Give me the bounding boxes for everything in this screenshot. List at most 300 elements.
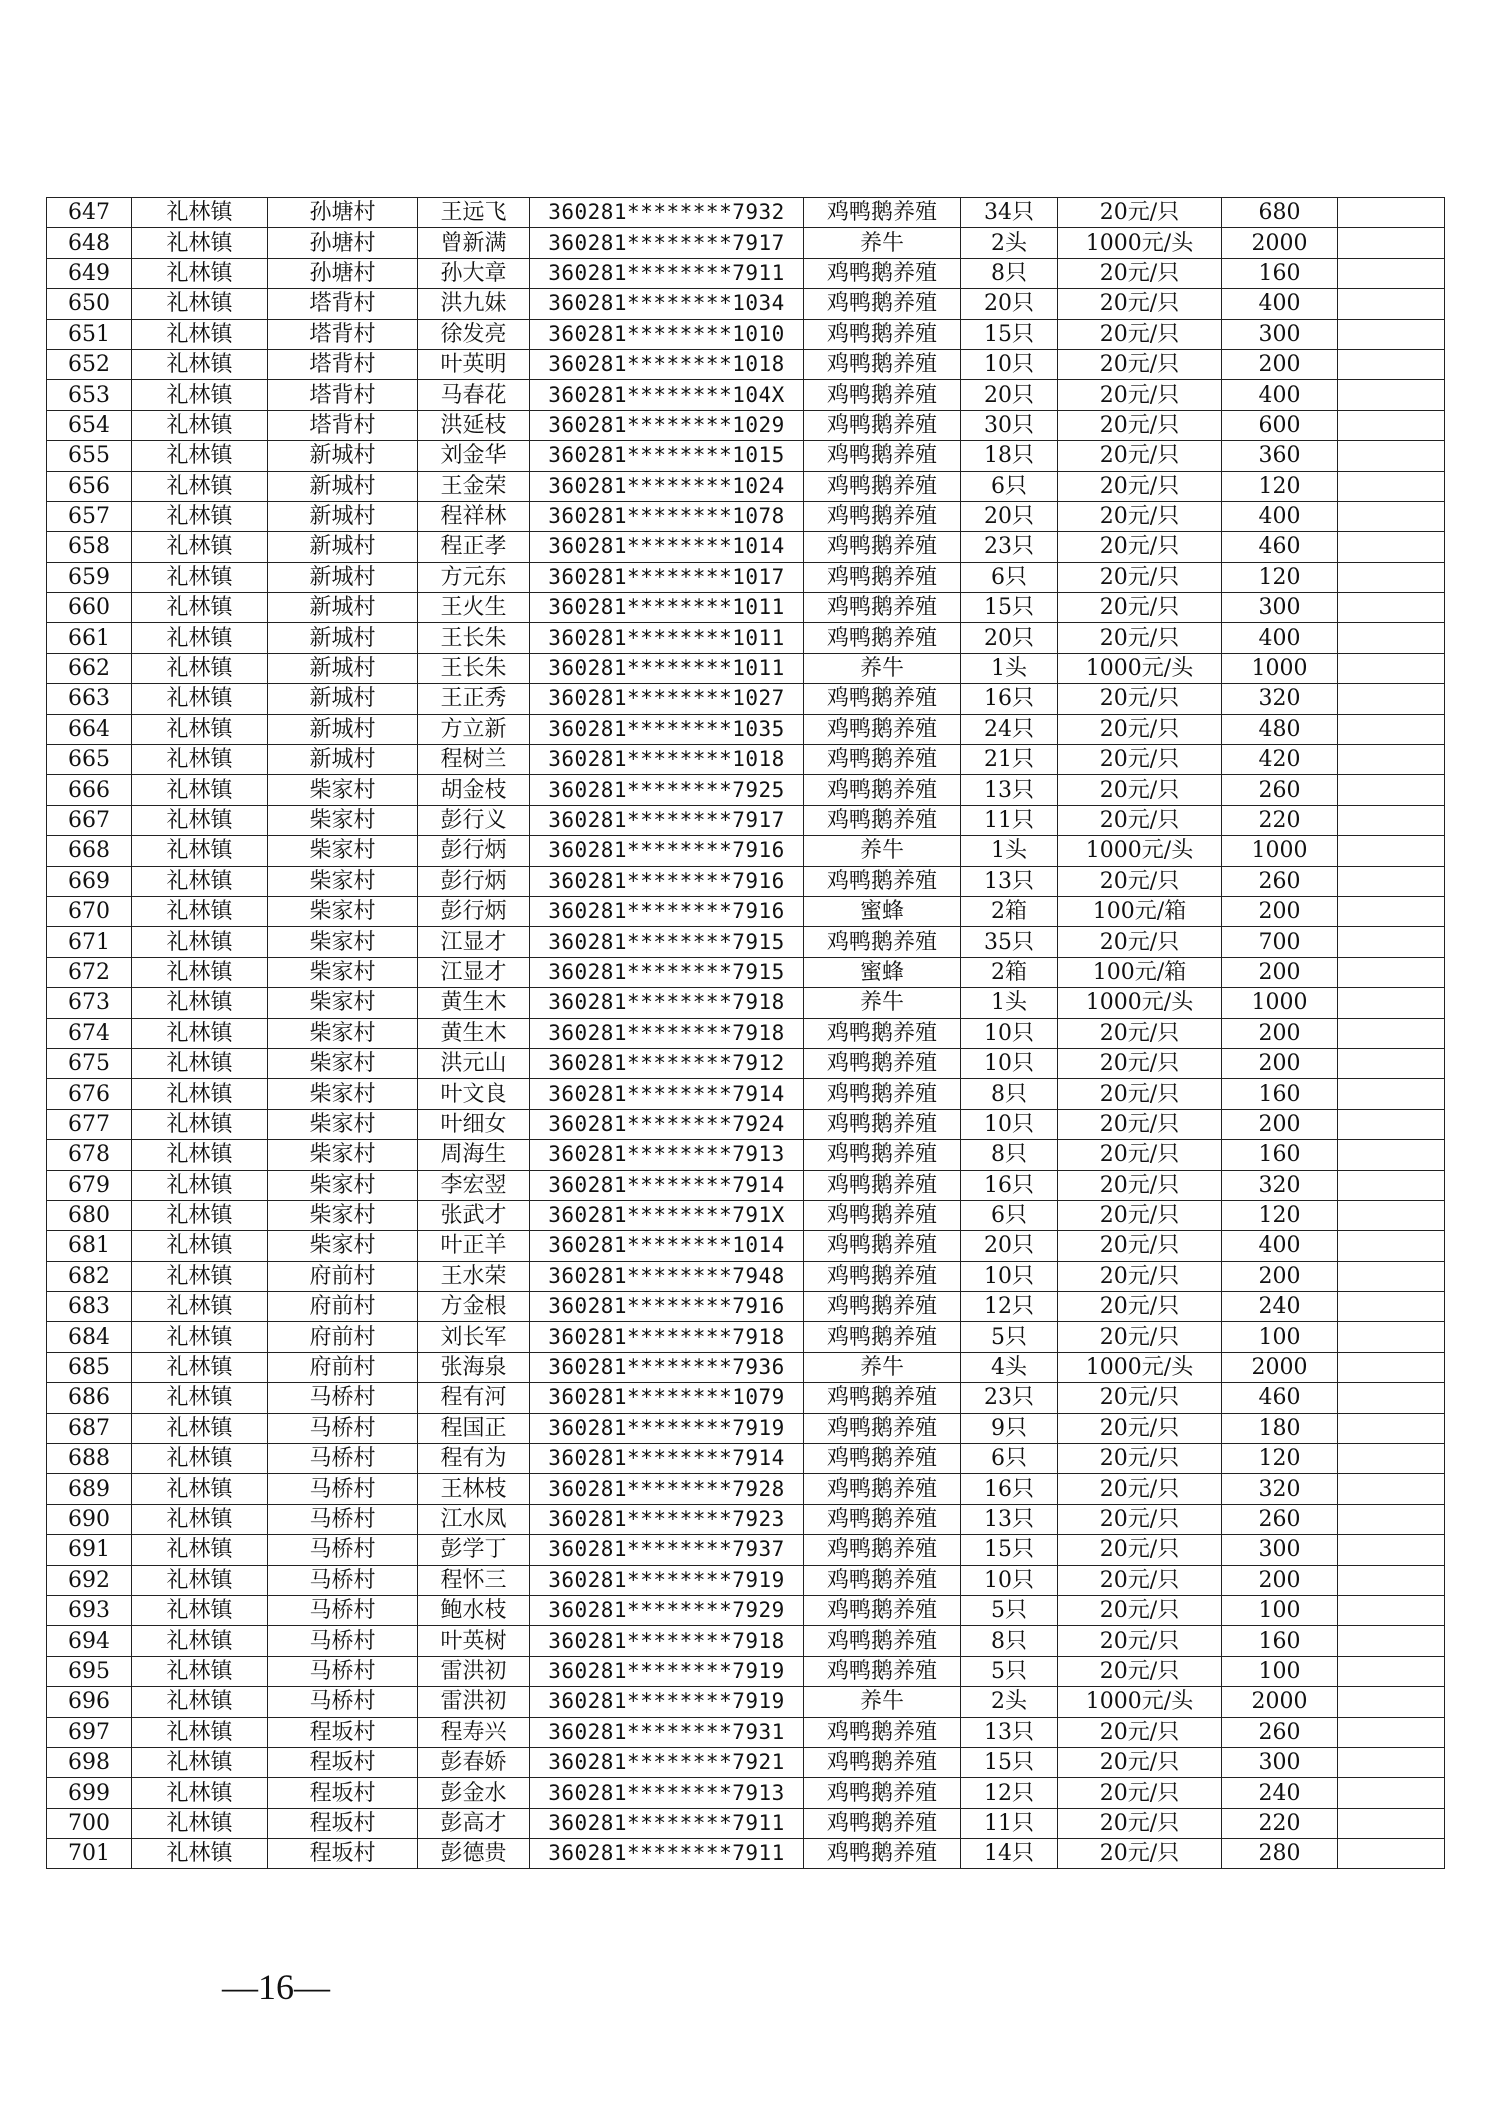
village-cell: 新城村	[268, 714, 418, 744]
unit-price-cell: 20元/只	[1058, 380, 1222, 410]
table-row	[47, 1352, 1445, 1382]
id-number-cell: 360281********7918	[530, 1626, 804, 1656]
quantity-cell: 1头	[961, 653, 1058, 683]
table-row	[47, 1292, 1445, 1322]
unit-price-cell: 20元/只	[1058, 1383, 1222, 1413]
unit-price-cell: 20元/只	[1058, 1747, 1222, 1777]
id-number-cell: 360281********7948	[530, 1261, 804, 1291]
village-cell: 新城村	[268, 745, 418, 775]
village-cell: 程坂村	[268, 1747, 418, 1777]
id-number-cell: 360281********7919	[530, 1413, 804, 1443]
table-row	[47, 1444, 1445, 1474]
town-cell: 礼林镇	[132, 258, 268, 288]
village-cell: 新城村	[268, 501, 418, 531]
blank-cell	[1338, 1170, 1445, 1200]
unit-price-cell: 20元/只	[1058, 1200, 1222, 1230]
amount-cell: 280	[1222, 1839, 1338, 1869]
unit-price-cell: 20元/只	[1058, 1231, 1222, 1261]
village-cell: 府前村	[268, 1352, 418, 1382]
village-cell: 塔背村	[268, 380, 418, 410]
town-cell: 礼林镇	[132, 1444, 268, 1474]
quantity-cell: 10只	[961, 1018, 1058, 1048]
name-cell: 彭行炳	[418, 866, 530, 896]
row-number: 692	[47, 1565, 132, 1595]
name-cell: 江水凤	[418, 1504, 530, 1534]
name-cell: 程树兰	[418, 745, 530, 775]
unit-price-cell: 20元/只	[1058, 1413, 1222, 1443]
table-row	[47, 198, 1445, 228]
quantity-cell: 5只	[961, 1595, 1058, 1625]
row-number: 685	[47, 1352, 132, 1382]
quantity-cell: 12只	[961, 1778, 1058, 1808]
village-cell: 柴家村	[268, 1109, 418, 1139]
id-number-cell: 360281********7932	[530, 198, 804, 228]
blank-cell	[1338, 1292, 1445, 1322]
village-cell: 塔背村	[268, 410, 418, 440]
quantity-cell: 16只	[961, 1170, 1058, 1200]
table-row	[47, 836, 1445, 866]
table-row	[47, 1383, 1445, 1413]
table-row	[47, 1200, 1445, 1230]
amount-cell: 320	[1222, 684, 1338, 714]
unit-price-cell: 20元/只	[1058, 1292, 1222, 1322]
id-number-cell: 360281********1011	[530, 593, 804, 623]
id-number-cell: 360281********1017	[530, 562, 804, 592]
unit-price-cell: 20元/只	[1058, 1778, 1222, 1808]
quantity-cell: 20只	[961, 623, 1058, 653]
table-row	[47, 410, 1445, 440]
category-cell: 养牛	[804, 836, 961, 866]
amount-cell: 100	[1222, 1656, 1338, 1686]
id-number-cell: 360281********7914	[530, 1079, 804, 1109]
town-cell: 礼林镇	[132, 1595, 268, 1625]
village-cell: 新城村	[268, 441, 418, 471]
town-cell: 礼林镇	[132, 1140, 268, 1170]
table-row	[47, 1535, 1445, 1565]
row-number: 670	[47, 896, 132, 926]
unit-price-cell: 20元/只	[1058, 593, 1222, 623]
row-number: 650	[47, 289, 132, 319]
blank-cell	[1338, 471, 1445, 501]
id-number-cell: 360281********7914	[530, 1170, 804, 1200]
village-cell: 马桥村	[268, 1413, 418, 1443]
name-cell: 王远飞	[418, 198, 530, 228]
unit-price-cell: 20元/只	[1058, 1018, 1222, 1048]
id-number-cell: 360281********7928	[530, 1474, 804, 1504]
id-number-cell: 360281********7919	[530, 1656, 804, 1686]
town-cell: 礼林镇	[132, 988, 268, 1018]
blank-cell	[1338, 775, 1445, 805]
unit-price-cell: 20元/只	[1058, 289, 1222, 319]
village-cell: 柴家村	[268, 836, 418, 866]
town-cell: 礼林镇	[132, 1474, 268, 1504]
table-row	[47, 501, 1445, 531]
quantity-cell: 18只	[961, 441, 1058, 471]
row-number: 653	[47, 380, 132, 410]
category-cell: 鸡鸭鹅养殖	[804, 289, 961, 319]
table-row	[47, 562, 1445, 592]
id-number-cell: 360281********7916	[530, 866, 804, 896]
amount-cell: 240	[1222, 1778, 1338, 1808]
table-row	[47, 1231, 1445, 1261]
unit-price-cell: 100元/箱	[1058, 957, 1222, 987]
table-row	[47, 1839, 1445, 1869]
row-number: 652	[47, 349, 132, 379]
category-cell: 鸡鸭鹅养殖	[804, 1231, 961, 1261]
id-number-cell: 360281********1024	[530, 471, 804, 501]
table-row	[47, 1717, 1445, 1747]
category-cell: 鸡鸭鹅养殖	[804, 866, 961, 896]
village-cell: 柴家村	[268, 775, 418, 805]
village-cell: 孙塘村	[268, 258, 418, 288]
amount-cell: 1000	[1222, 988, 1338, 1018]
category-cell: 鸡鸭鹅养殖	[804, 775, 961, 805]
id-number-cell: 360281********1018	[530, 349, 804, 379]
id-number-cell: 360281********7936	[530, 1352, 804, 1382]
amount-cell: 2000	[1222, 1687, 1338, 1717]
blank-cell	[1338, 1747, 1445, 1777]
town-cell: 礼林镇	[132, 1535, 268, 1565]
unit-price-cell: 20元/只	[1058, 319, 1222, 349]
table-row	[47, 896, 1445, 926]
category-cell: 鸡鸭鹅养殖	[804, 532, 961, 562]
unit-price-cell: 20元/只	[1058, 198, 1222, 228]
quantity-cell: 5只	[961, 1322, 1058, 1352]
amount-cell: 2000	[1222, 1352, 1338, 1382]
blank-cell	[1338, 714, 1445, 744]
category-cell: 鸡鸭鹅养殖	[804, 1778, 961, 1808]
blank-cell	[1338, 957, 1445, 987]
row-number: 701	[47, 1839, 132, 1869]
blank-cell	[1338, 319, 1445, 349]
town-cell: 礼林镇	[132, 745, 268, 775]
quantity-cell: 2头	[961, 1687, 1058, 1717]
town-cell: 礼林镇	[132, 1626, 268, 1656]
name-cell: 雷洪初	[418, 1656, 530, 1686]
table-row	[47, 1626, 1445, 1656]
village-cell: 柴家村	[268, 896, 418, 926]
category-cell: 鸡鸭鹅养殖	[804, 1595, 961, 1625]
category-cell: 鸡鸭鹅养殖	[804, 1413, 961, 1443]
table-row	[47, 866, 1445, 896]
amount-cell: 400	[1222, 1231, 1338, 1261]
id-number-cell: 360281********1014	[530, 532, 804, 562]
table-row	[47, 1079, 1445, 1109]
category-cell: 鸡鸭鹅养殖	[804, 1200, 961, 1230]
category-cell: 养牛	[804, 653, 961, 683]
id-number-cell: 360281********7917	[530, 228, 804, 258]
row-number: 694	[47, 1626, 132, 1656]
unit-price-cell: 100元/箱	[1058, 896, 1222, 926]
table-row	[47, 1140, 1445, 1170]
quantity-cell: 4头	[961, 1352, 1058, 1382]
row-number: 677	[47, 1109, 132, 1139]
amount-cell: 480	[1222, 714, 1338, 744]
table-row	[47, 1747, 1445, 1777]
name-cell: 刘长军	[418, 1322, 530, 1352]
id-number-cell: 360281********1011	[530, 653, 804, 683]
blank-cell	[1338, 1352, 1445, 1382]
quantity-cell: 30只	[961, 410, 1058, 440]
blank-cell	[1338, 1322, 1445, 1352]
name-cell: 程正孝	[418, 532, 530, 562]
unit-price-cell: 20元/只	[1058, 1261, 1222, 1291]
row-number: 684	[47, 1322, 132, 1352]
amount-cell: 160	[1222, 1140, 1338, 1170]
quantity-cell: 13只	[961, 775, 1058, 805]
village-cell: 程坂村	[268, 1778, 418, 1808]
unit-price-cell: 20元/只	[1058, 1504, 1222, 1534]
blank-cell	[1338, 896, 1445, 926]
unit-price-cell: 20元/只	[1058, 1140, 1222, 1170]
blank-cell	[1338, 653, 1445, 683]
village-cell: 马桥村	[268, 1565, 418, 1595]
category-cell: 鸡鸭鹅养殖	[804, 471, 961, 501]
village-cell: 柴家村	[268, 866, 418, 896]
village-cell: 柴家村	[268, 1140, 418, 1170]
row-number: 655	[47, 441, 132, 471]
town-cell: 礼林镇	[132, 714, 268, 744]
table-row	[47, 1778, 1445, 1808]
name-cell: 程国正	[418, 1413, 530, 1443]
blank-cell	[1338, 1474, 1445, 1504]
row-number: 682	[47, 1261, 132, 1291]
amount-cell: 400	[1222, 380, 1338, 410]
amount-cell: 2000	[1222, 228, 1338, 258]
quantity-cell: 35只	[961, 927, 1058, 957]
table-row	[47, 441, 1445, 471]
unit-price-cell: 20元/只	[1058, 501, 1222, 531]
id-number-cell: 360281********7918	[530, 988, 804, 1018]
row-number: 665	[47, 745, 132, 775]
quantity-cell: 1头	[961, 836, 1058, 866]
amount-cell: 600	[1222, 410, 1338, 440]
town-cell: 礼林镇	[132, 1687, 268, 1717]
row-number: 669	[47, 866, 132, 896]
unit-price-cell: 1000元/头	[1058, 1352, 1222, 1382]
category-cell: 鸡鸭鹅养殖	[804, 1079, 961, 1109]
category-cell: 鸡鸭鹅养殖	[804, 1808, 961, 1838]
table-row	[47, 1656, 1445, 1686]
village-cell: 马桥村	[268, 1687, 418, 1717]
name-cell: 洪元山	[418, 1048, 530, 1078]
id-number-cell: 360281********1015	[530, 441, 804, 471]
id-number-cell: 360281********7911	[530, 258, 804, 288]
quantity-cell: 13只	[961, 866, 1058, 896]
town-cell: 礼林镇	[132, 957, 268, 987]
village-cell: 马桥村	[268, 1474, 418, 1504]
town-cell: 礼林镇	[132, 866, 268, 896]
unit-price-cell: 20元/只	[1058, 562, 1222, 592]
amount-cell: 260	[1222, 866, 1338, 896]
category-cell: 养牛	[804, 1687, 961, 1717]
amount-cell: 700	[1222, 927, 1338, 957]
row-number: 662	[47, 653, 132, 683]
row-number: 651	[47, 319, 132, 349]
id-number-cell: 360281********1018	[530, 745, 804, 775]
quantity-cell: 16只	[961, 684, 1058, 714]
blank-cell	[1338, 684, 1445, 714]
town-cell: 礼林镇	[132, 319, 268, 349]
quantity-cell: 24只	[961, 714, 1058, 744]
quantity-cell: 23只	[961, 532, 1058, 562]
town-cell: 礼林镇	[132, 1322, 268, 1352]
town-cell: 礼林镇	[132, 1504, 268, 1534]
blank-cell	[1338, 988, 1445, 1018]
table-row	[47, 957, 1445, 987]
row-number: 697	[47, 1717, 132, 1747]
quantity-cell: 14只	[961, 1839, 1058, 1869]
amount-cell: 400	[1222, 623, 1338, 653]
row-number: 674	[47, 1018, 132, 1048]
category-cell: 鸡鸭鹅养殖	[804, 1109, 961, 1139]
town-cell: 礼林镇	[132, 1048, 268, 1078]
town-cell: 礼林镇	[132, 1717, 268, 1747]
quantity-cell: 6只	[961, 1444, 1058, 1474]
row-number: 649	[47, 258, 132, 288]
name-cell: 彭行义	[418, 805, 530, 835]
amount-cell: 1000	[1222, 653, 1338, 683]
blank-cell	[1338, 1687, 1445, 1717]
unit-price-cell: 20元/只	[1058, 532, 1222, 562]
category-cell: 鸡鸭鹅养殖	[804, 593, 961, 623]
name-cell: 程有河	[418, 1383, 530, 1413]
id-number-cell: 360281********7918	[530, 1322, 804, 1352]
unit-price-cell: 20元/只	[1058, 745, 1222, 775]
table-row	[47, 1687, 1445, 1717]
amount-cell: 200	[1222, 1109, 1338, 1139]
town-cell: 礼林镇	[132, 1170, 268, 1200]
category-cell: 鸡鸭鹅养殖	[804, 1444, 961, 1474]
town-cell: 礼林镇	[132, 1656, 268, 1686]
category-cell: 鸡鸭鹅养殖	[804, 1170, 961, 1200]
town-cell: 礼林镇	[132, 927, 268, 957]
name-cell: 王长朱	[418, 653, 530, 683]
category-cell: 鸡鸭鹅养殖	[804, 410, 961, 440]
amount-cell: 200	[1222, 1565, 1338, 1595]
amount-cell: 1000	[1222, 836, 1338, 866]
table-row	[47, 1170, 1445, 1200]
unit-price-cell: 1000元/头	[1058, 988, 1222, 1018]
blank-cell	[1338, 1839, 1445, 1869]
blank-cell	[1338, 532, 1445, 562]
town-cell: 礼林镇	[132, 1292, 268, 1322]
town-cell: 礼林镇	[132, 775, 268, 805]
quantity-cell: 5只	[961, 1656, 1058, 1686]
name-cell: 王长朱	[418, 623, 530, 653]
town-cell: 礼林镇	[132, 228, 268, 258]
amount-cell: 220	[1222, 1808, 1338, 1838]
village-cell: 新城村	[268, 623, 418, 653]
village-cell: 程坂村	[268, 1808, 418, 1838]
table-row	[47, 593, 1445, 623]
amount-cell: 100	[1222, 1595, 1338, 1625]
id-number-cell: 360281********7913	[530, 1778, 804, 1808]
id-number-cell: 360281********7923	[530, 1504, 804, 1534]
category-cell: 鸡鸭鹅养殖	[804, 714, 961, 744]
blank-cell	[1338, 593, 1445, 623]
name-cell: 曾新满	[418, 228, 530, 258]
blank-cell	[1338, 289, 1445, 319]
blank-cell	[1338, 805, 1445, 835]
name-cell: 王火生	[418, 593, 530, 623]
unit-price-cell: 20元/只	[1058, 1048, 1222, 1078]
village-cell: 柴家村	[268, 927, 418, 957]
amount-cell: 300	[1222, 319, 1338, 349]
row-number: 688	[47, 1444, 132, 1474]
category-cell: 鸡鸭鹅养殖	[804, 927, 961, 957]
table-row	[47, 745, 1445, 775]
id-number-cell: 360281********1029	[530, 410, 804, 440]
table-row	[47, 471, 1445, 501]
name-cell: 洪九妹	[418, 289, 530, 319]
category-cell: 鸡鸭鹅养殖	[804, 1626, 961, 1656]
row-number: 666	[47, 775, 132, 805]
category-cell: 鸡鸭鹅养殖	[804, 198, 961, 228]
row-number: 679	[47, 1170, 132, 1200]
quantity-cell: 6只	[961, 471, 1058, 501]
row-number: 671	[47, 927, 132, 957]
table-row	[47, 532, 1445, 562]
table-body	[47, 198, 1445, 1869]
blank-cell	[1338, 1413, 1445, 1443]
quantity-cell: 8只	[961, 1079, 1058, 1109]
table-row	[47, 1261, 1445, 1291]
village-cell: 府前村	[268, 1322, 418, 1352]
town-cell: 礼林镇	[132, 289, 268, 319]
unit-price-cell: 20元/只	[1058, 1839, 1222, 1869]
amount-cell: 200	[1222, 1261, 1338, 1291]
table-row	[47, 714, 1445, 744]
category-cell: 鸡鸭鹅养殖	[804, 1292, 961, 1322]
blank-cell	[1338, 1200, 1445, 1230]
town-cell: 礼林镇	[132, 441, 268, 471]
table-row	[47, 927, 1445, 957]
category-cell: 鸡鸭鹅养殖	[804, 1140, 961, 1170]
row-number: 691	[47, 1535, 132, 1565]
table-row	[47, 319, 1445, 349]
blank-cell	[1338, 562, 1445, 592]
name-cell: 方金根	[418, 1292, 530, 1322]
id-number-cell: 360281********7911	[530, 1808, 804, 1838]
quantity-cell: 15只	[961, 1747, 1058, 1777]
category-cell: 鸡鸭鹅养殖	[804, 349, 961, 379]
id-number-cell: 360281********7929	[530, 1595, 804, 1625]
id-number-cell: 360281********1011	[530, 623, 804, 653]
amount-cell: 260	[1222, 1717, 1338, 1747]
category-cell: 鸡鸭鹅养殖	[804, 1383, 961, 1413]
unit-price-cell: 20元/只	[1058, 349, 1222, 379]
village-cell: 程坂村	[268, 1839, 418, 1869]
blank-cell	[1338, 1231, 1445, 1261]
category-cell: 鸡鸭鹅养殖	[804, 501, 961, 531]
row-number: 681	[47, 1231, 132, 1261]
quantity-cell: 6只	[961, 1200, 1058, 1230]
blank-cell	[1338, 1109, 1445, 1139]
quantity-cell: 15只	[961, 593, 1058, 623]
blank-cell	[1338, 380, 1445, 410]
unit-price-cell: 20元/只	[1058, 1170, 1222, 1200]
quantity-cell: 20只	[961, 380, 1058, 410]
amount-cell: 200	[1222, 957, 1338, 987]
name-cell: 彭行炳	[418, 896, 530, 926]
id-number-cell: 360281********1027	[530, 684, 804, 714]
village-cell: 新城村	[268, 471, 418, 501]
category-cell: 鸡鸭鹅养殖	[804, 258, 961, 288]
name-cell: 叶正羊	[418, 1231, 530, 1261]
name-cell: 马春花	[418, 380, 530, 410]
unit-price-cell: 20元/只	[1058, 1444, 1222, 1474]
